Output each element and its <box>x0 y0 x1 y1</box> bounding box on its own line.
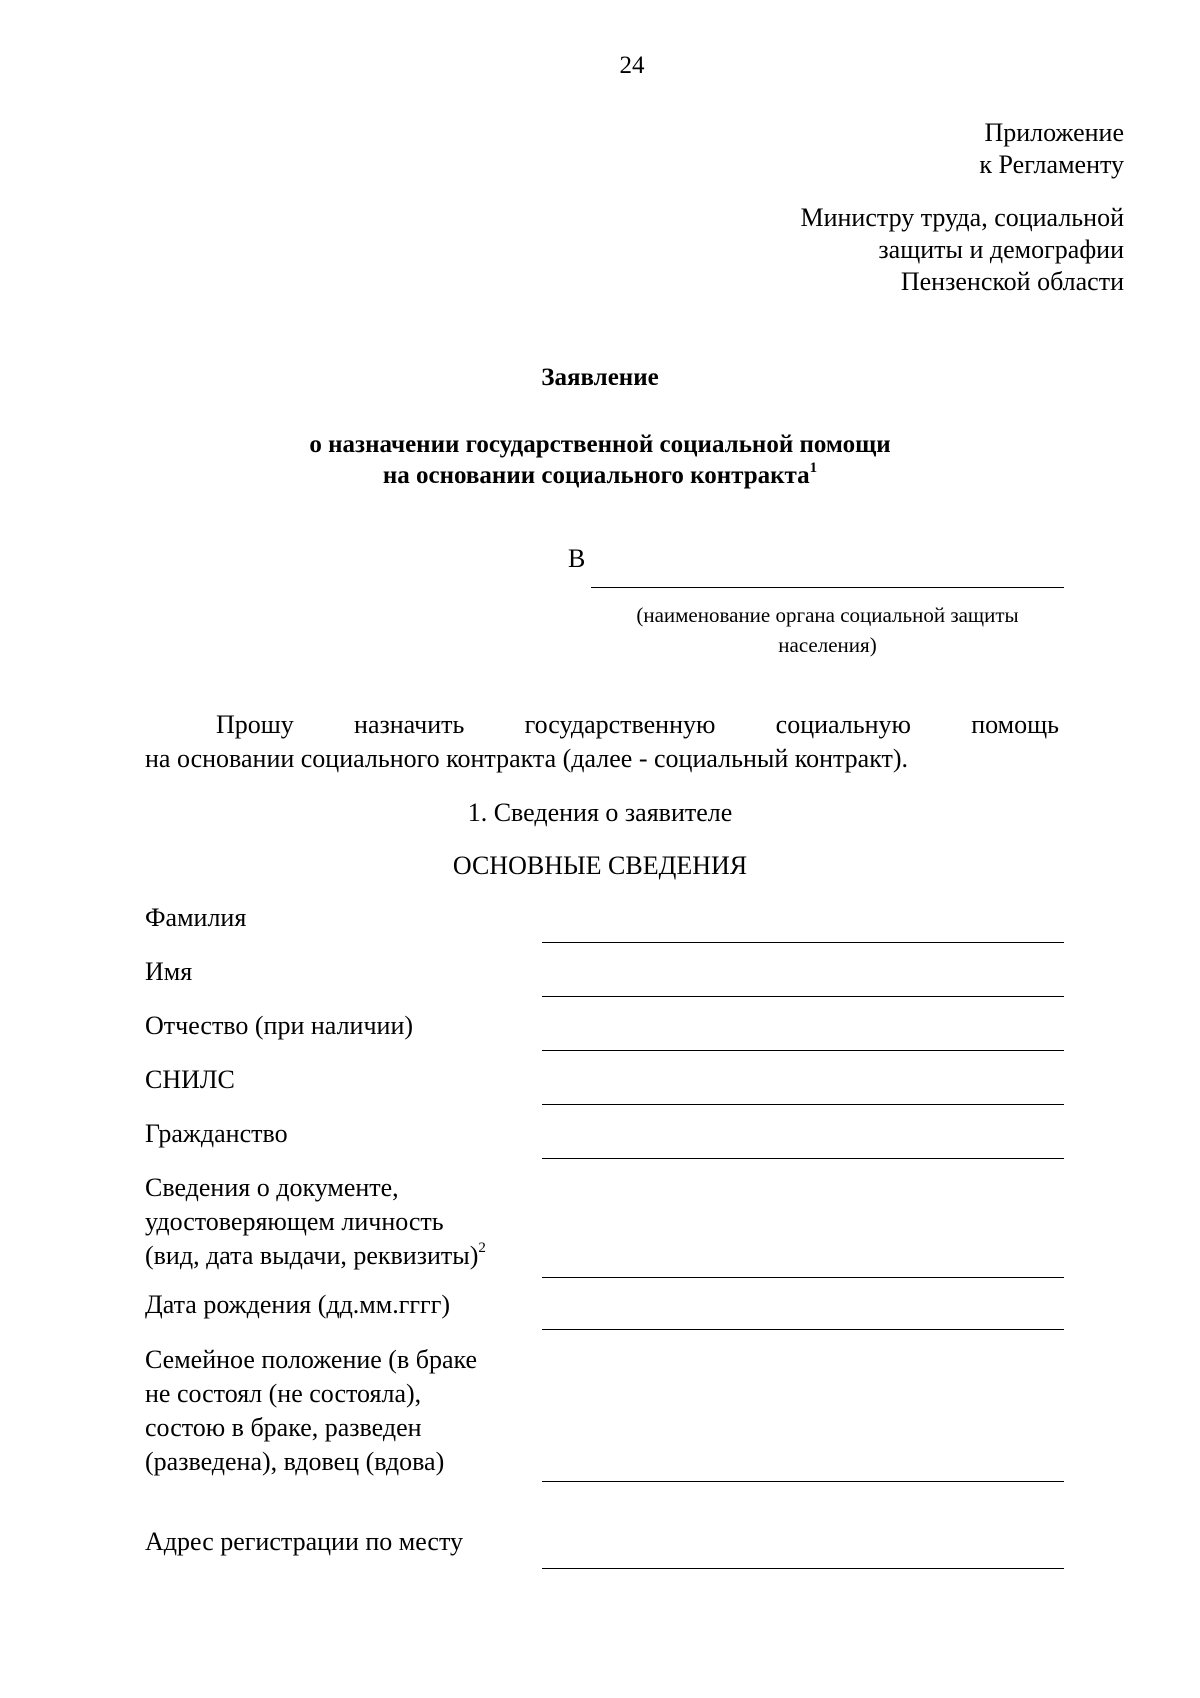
subtitle-line-2 <box>0 460 1200 491</box>
request-word: помощь <box>971 710 1059 739</box>
snils-field[interactable] <box>542 1104 1064 1105</box>
id-document-label <box>145 1171 486 1273</box>
footnote-mark-1: 1 <box>809 459 818 476</box>
appendix-line-1: Приложение <box>984 118 1124 147</box>
document-title: Заявление <box>541 364 659 391</box>
request-text-line-1 <box>216 710 1059 740</box>
id-document-label-line-3-text: (вид, дата выдачи, реквизиты) <box>145 1241 479 1270</box>
birth-date-field[interactable] <box>542 1329 1064 1330</box>
citizenship-label: Гражданство <box>145 1119 288 1148</box>
document-subtitle <box>0 429 1200 491</box>
organ-caption-line-1: (наименование органа социальной защиты <box>636 603 1019 627</box>
request-word: социальную <box>775 710 911 739</box>
patronymic-label: Отчество (при наличии) <box>145 1011 414 1040</box>
surname-field[interactable] <box>542 942 1064 943</box>
registration-address-field[interactable] <box>542 1568 1064 1569</box>
appendix-line-2: к Регламенту <box>979 150 1124 179</box>
surname-label: Фамилия <box>145 903 247 932</box>
section-1-heading: 1. Сведения о заявителе <box>467 798 733 827</box>
birth-date-label: Дата рождения (дд.мм.гггг) <box>145 1290 451 1319</box>
snils-label: СНИЛС <box>145 1065 235 1094</box>
marital-status-label <box>145 1343 477 1479</box>
id-document-label-line-1: Сведения о документе, <box>145 1173 399 1202</box>
organ-caption-line-2: населения) <box>778 633 877 657</box>
marital-status-field[interactable] <box>542 1481 1064 1482</box>
organ-caption <box>591 600 1064 660</box>
id-document-field[interactable] <box>542 1277 1064 1278</box>
footnote-mark-2: 2 <box>478 1240 486 1257</box>
patronymic-field[interactable] <box>542 1050 1064 1051</box>
main-info-heading: ОСНОВНЫЕ СВЕДЕНИЯ <box>452 851 748 880</box>
marital-status-label-line-4: (разведена), вдовец (вдова) <box>145 1447 445 1476</box>
marital-status-label-line-1: Семейное положение (в браке <box>145 1345 478 1374</box>
marital-status-label-line-3: состою в браке, разведен <box>145 1413 422 1442</box>
addressee-line-3: Пензенской области <box>900 267 1124 296</box>
addressee-line-2: защиты и демографии <box>878 235 1124 264</box>
subtitle-line-2-text: на основании социального контракта <box>382 462 810 489</box>
appendix-note <box>979 117 1124 181</box>
request-text-line-2: на основании социального контракта (далее - социальный контракт). <box>145 744 909 773</box>
id-document-label-line-2: удостоверяющем личность <box>145 1207 444 1236</box>
name-field[interactable] <box>542 996 1064 997</box>
page-number: 24 <box>619 52 645 79</box>
organ-prefix: В <box>568 544 586 573</box>
marital-status-label-line-2: не состоял (не состояла), <box>145 1379 422 1408</box>
request-word: государственную <box>524 710 716 739</box>
organ-name-field[interactable] <box>591 587 1064 588</box>
request-word: Прошу <box>216 710 294 739</box>
name-label: Имя <box>145 957 193 986</box>
id-document-label-line-3 <box>145 1239 486 1273</box>
registration-address-label: Адрес регистрации по месту <box>145 1527 463 1556</box>
request-word: назначить <box>354 710 465 739</box>
addressee-block <box>800 202 1124 298</box>
addressee-line-1: Министру труда, социальной <box>800 203 1124 232</box>
citizenship-field[interactable] <box>542 1158 1064 1159</box>
subtitle-line-1: о назначении государственной социальной помощи <box>309 431 891 458</box>
